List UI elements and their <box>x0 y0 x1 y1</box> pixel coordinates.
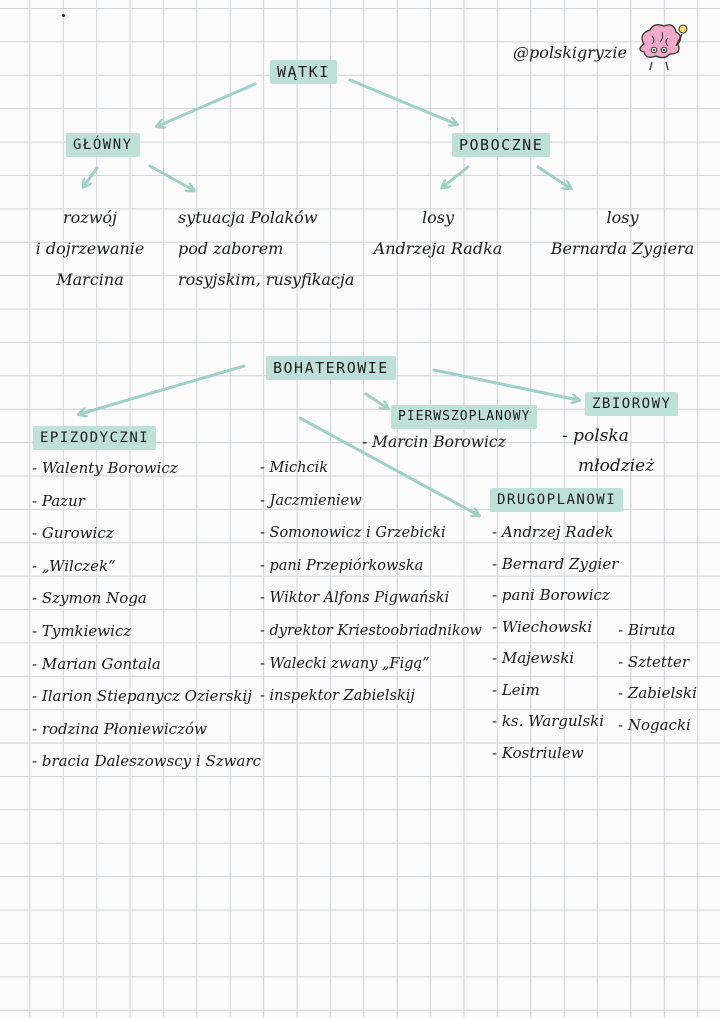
poboczne-label: POBOCZNE <box>452 133 550 157</box>
zbiorowy-label: ZBIOROWY <box>585 392 678 416</box>
arrow-glowny-sytuacja <box>150 166 193 190</box>
list-item: - Bernard Zygier <box>492 554 619 573</box>
list-item: - Leim <box>492 680 540 699</box>
list-item: - „Wilczek” <box>32 556 116 575</box>
watki-heading: WĄTKI <box>270 60 337 84</box>
list-item: - Pazur <box>32 491 85 510</box>
zbiorowy-item-line-1: - polska <box>562 426 629 446</box>
arrow-poboczne-radek <box>443 167 468 187</box>
glowny-item-2-line-1: sytuacja Polaków <box>178 208 318 227</box>
glowny-item-2-line-2: pod zaborem <box>178 239 284 258</box>
list-item: - Walecki zwany „Figą” <box>260 655 430 672</box>
list-item: - Kostriulew <box>492 743 584 762</box>
list-item: - Wiechowski <box>492 617 593 636</box>
list-item: - pani Przepiórkowska <box>260 557 424 574</box>
list-item: - inspektor Zabielskij <box>260 688 415 705</box>
list-item: - Nogacki <box>618 715 691 734</box>
poboczne-item-2-line-2: Bernarda Zygiera <box>550 239 695 258</box>
list-item: - Gurowicz <box>32 524 114 543</box>
list-item: - Sztetter <box>618 652 690 671</box>
arrow-bohaterowie-zbiorowy <box>434 370 578 400</box>
pierwszoplanowy-label: PIERWSZOPLANOWY <box>391 405 537 429</box>
list-item: - Majewski <box>492 649 575 667</box>
list-item: - Michcik <box>260 460 328 476</box>
list-item: - Wiktor Alfons Pigwański <box>260 590 450 607</box>
arrow-glowny-rozwoj <box>84 168 97 186</box>
poboczne-item-2-line-1: losy <box>606 208 639 227</box>
poboczne-item-1 <box>368 202 508 264</box>
list-item: - Marian Gontala <box>32 654 161 673</box>
list-item: - Somonowicz i Grzebicki <box>260 525 446 542</box>
arrow-watki-glowny <box>158 84 255 126</box>
list-item: - Szymon Noga <box>32 589 147 608</box>
list-item: - Ilarion Stiepanycz Ozierskij <box>32 687 252 706</box>
drugoplanowi-label: DRUGOPLANOWI <box>490 488 623 512</box>
pierwszoplanowy-item: - Marcin Borowicz <box>362 433 506 451</box>
poboczne-item-1-line-1: losy <box>422 208 454 227</box>
list-item: - Andrzej Radek <box>492 523 614 541</box>
poboczne-item-2 <box>545 202 700 264</box>
arrow-poboczne-zygier <box>538 167 570 188</box>
brain-mascot-icon <box>632 20 690 76</box>
list-item: - rodzina Płoniewiczów <box>32 719 207 738</box>
glowny-item-1-line-3: Marcina <box>56 270 124 289</box>
list-item: - Zabielski <box>618 684 697 702</box>
list-item: - Jaczmieniew <box>260 492 362 509</box>
list-item: - pani Borowicz <box>492 586 610 604</box>
glowny-item-2 <box>178 202 354 295</box>
list-item: - ks. Wargulski <box>492 712 605 730</box>
glowny-item-1 <box>20 202 160 295</box>
arrow-watki-poboczne <box>350 80 456 124</box>
arrow-bohaterowie-epizodyczni <box>80 366 244 414</box>
list-item: - Biruta <box>618 621 676 639</box>
list-item: - Tymkiewicz <box>32 622 132 640</box>
zbiorowy-item-line-2: młodzież <box>578 456 655 476</box>
glowny-label: GŁÓWNY <box>66 133 140 157</box>
list-item: - dyrektor Kriestoobriadnikow <box>260 623 482 639</box>
list-item: - bracia Daleszowscy i Szwarc <box>32 752 262 771</box>
list-item: - Walenty Borowicz <box>32 459 178 477</box>
bohaterowie-heading: BOHATEROWIE <box>266 356 396 380</box>
glowny-item-1-line-1: rozwój <box>63 208 117 227</box>
watermark-handle: @polskigryzie <box>513 43 627 62</box>
arrow-bohaterowie-pierwszoplanowy <box>366 394 387 408</box>
glowny-item-2-line-3: rosyjskim, rusyfikacja <box>178 270 355 289</box>
epizodyczni-label: EPIZODYCZNI <box>33 426 156 450</box>
glowny-item-1-line-2: i dojrzewanie <box>35 239 145 258</box>
poboczne-item-1-line-2: Andrzeja Radka <box>373 239 503 258</box>
